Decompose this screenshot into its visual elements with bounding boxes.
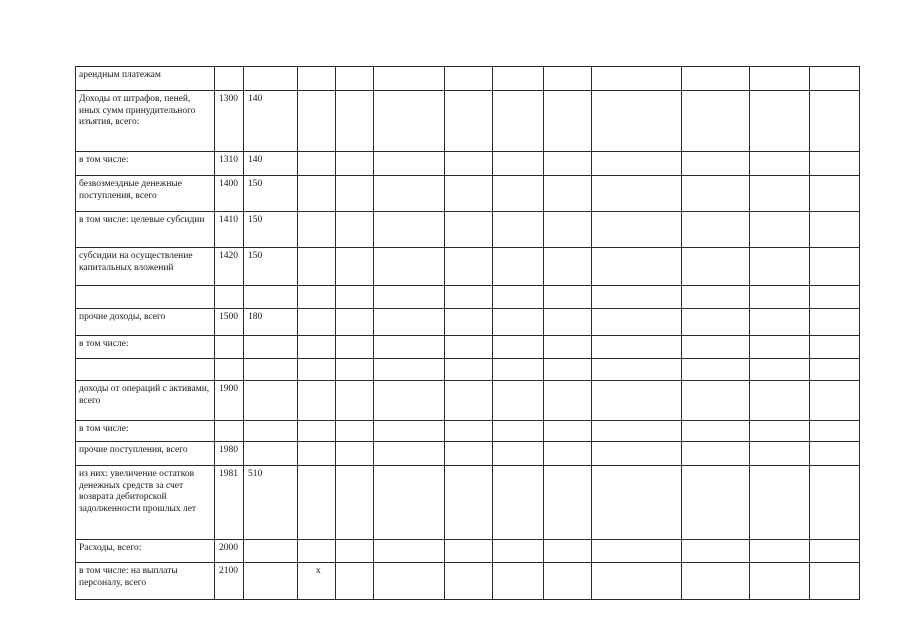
empty-value-cell (544, 91, 592, 152)
row-code-cell (215, 421, 244, 442)
empty-value-cell (445, 309, 493, 336)
row-name-cell: арендным платежам (76, 67, 215, 91)
row-name-cell: субсидии на осуществление капитальных вложений (76, 248, 215, 286)
empty-value-cell (592, 176, 682, 212)
row-mark-cell (298, 152, 336, 176)
empty-value-cell (336, 176, 374, 212)
empty-value-cell (810, 563, 860, 600)
empty-value-cell (810, 152, 860, 176)
table-row (76, 176, 860, 212)
empty-value-cell (592, 381, 682, 421)
row-mark-cell (298, 336, 336, 359)
empty-value-cell (750, 248, 810, 286)
table-row (76, 381, 860, 421)
empty-value-cell (750, 359, 810, 381)
empty-value-cell (445, 336, 493, 359)
empty-value-cell (336, 152, 374, 176)
empty-value-cell (374, 176, 445, 212)
row-name-cell: безвозмездные денежные поступления, всего (76, 176, 215, 212)
empty-value-cell (445, 286, 493, 309)
empty-value-cell (810, 248, 860, 286)
empty-value-cell (374, 212, 445, 248)
empty-value-cell (750, 152, 810, 176)
row-kosgu-cell (244, 540, 298, 563)
empty-value-cell (682, 212, 750, 248)
row-kosgu-cell: 180 (244, 309, 298, 336)
row-mark-cell (298, 359, 336, 381)
empty-value-cell (445, 212, 493, 248)
table-row (76, 286, 860, 309)
empty-value-cell (682, 563, 750, 600)
table-row (76, 152, 860, 176)
row-code-cell: 1420 (215, 248, 244, 286)
row-code-cell: 2000 (215, 540, 244, 563)
empty-value-cell (445, 152, 493, 176)
empty-value-cell (682, 442, 750, 466)
empty-value-cell (750, 540, 810, 563)
table-row (76, 421, 860, 442)
row-name-cell: прочие доходы, всего (76, 309, 215, 336)
empty-value-cell (374, 540, 445, 563)
empty-value-cell (592, 248, 682, 286)
empty-value-cell (374, 442, 445, 466)
row-kosgu-cell: 140 (244, 152, 298, 176)
empty-value-cell (810, 212, 860, 248)
row-mark-cell: x (298, 563, 336, 600)
empty-value-cell (592, 540, 682, 563)
row-kosgu-cell: 510 (244, 466, 298, 540)
table-row (76, 540, 860, 563)
row-mark-cell (298, 421, 336, 442)
empty-value-cell (592, 421, 682, 442)
empty-value-cell (493, 336, 544, 359)
row-kosgu-cell: 150 (244, 248, 298, 286)
empty-value-cell (682, 176, 750, 212)
empty-value-cell (374, 336, 445, 359)
empty-value-cell (810, 91, 860, 152)
empty-value-cell (810, 67, 860, 91)
row-mark-cell (298, 466, 336, 540)
empty-value-cell (544, 466, 592, 540)
empty-value-cell (336, 563, 374, 600)
empty-value-cell (810, 466, 860, 540)
empty-value-cell (544, 152, 592, 176)
row-kosgu-cell: 140 (244, 91, 298, 152)
empty-value-cell (592, 212, 682, 248)
row-code-cell: 1400 (215, 176, 244, 212)
empty-value-cell (682, 248, 750, 286)
empty-value-cell (544, 286, 592, 309)
empty-value-cell (592, 563, 682, 600)
row-code-cell: 1410 (215, 212, 244, 248)
row-name-cell: в том числе: (76, 336, 215, 359)
empty-value-cell (445, 421, 493, 442)
table-row (76, 442, 860, 466)
row-mark-cell (298, 248, 336, 286)
empty-value-cell (750, 91, 810, 152)
empty-value-cell (493, 67, 544, 91)
empty-value-cell (493, 152, 544, 176)
empty-value-cell (493, 212, 544, 248)
row-code-cell (215, 286, 244, 309)
empty-value-cell (810, 286, 860, 309)
empty-value-cell (374, 381, 445, 421)
empty-value-cell (750, 563, 810, 600)
row-mark-cell (298, 442, 336, 466)
empty-value-cell (493, 381, 544, 421)
table-row (76, 248, 860, 286)
row-kosgu-cell (244, 442, 298, 466)
row-name-cell: в том числе: целевые субсидии (76, 212, 215, 248)
empty-value-cell (493, 421, 544, 442)
row-name-cell: Доходы от штрафов, пеней, иных сумм принудительного изъятия, всего: (76, 91, 215, 152)
row-mark-cell (298, 309, 336, 336)
empty-value-cell (336, 540, 374, 563)
empty-value-cell (750, 466, 810, 540)
row-name-cell (76, 359, 215, 381)
empty-value-cell (682, 286, 750, 309)
row-name-cell: из них: увеличение остатков денежных средств за счет возврата дебиторской задолженности прошлых лет (76, 466, 215, 540)
row-code-cell (215, 67, 244, 91)
empty-value-cell (493, 176, 544, 212)
empty-value-cell (336, 421, 374, 442)
empty-value-cell (682, 466, 750, 540)
empty-value-cell (810, 381, 860, 421)
empty-value-cell (750, 381, 810, 421)
empty-value-cell (682, 336, 750, 359)
empty-value-cell (544, 563, 592, 600)
empty-value-cell (810, 176, 860, 212)
row-kosgu-cell (244, 67, 298, 91)
empty-value-cell (592, 286, 682, 309)
empty-value-cell (336, 442, 374, 466)
empty-value-cell (445, 540, 493, 563)
table-row (76, 212, 860, 248)
empty-value-cell (682, 91, 750, 152)
empty-value-cell (336, 286, 374, 309)
empty-value-cell (493, 466, 544, 540)
empty-value-cell (544, 381, 592, 421)
row-kosgu-cell (244, 381, 298, 421)
row-kosgu-cell (244, 563, 298, 600)
row-mark-cell (298, 381, 336, 421)
empty-value-cell (750, 421, 810, 442)
empty-value-cell (810, 421, 860, 442)
empty-value-cell (544, 421, 592, 442)
row-mark-cell (298, 176, 336, 212)
row-code-cell: 2100 (215, 563, 244, 600)
empty-value-cell (682, 540, 750, 563)
empty-value-cell (682, 381, 750, 421)
empty-value-cell (493, 286, 544, 309)
empty-value-cell (493, 540, 544, 563)
row-mark-cell (298, 286, 336, 309)
empty-value-cell (682, 152, 750, 176)
row-name-cell (76, 286, 215, 309)
empty-value-cell (374, 421, 445, 442)
row-code-cell (215, 336, 244, 359)
empty-value-cell (374, 286, 445, 309)
row-kosgu-cell (244, 359, 298, 381)
empty-value-cell (544, 442, 592, 466)
empty-value-cell (810, 359, 860, 381)
row-code-cell: 1500 (215, 309, 244, 336)
empty-value-cell (682, 309, 750, 336)
empty-value-cell (493, 91, 544, 152)
empty-value-cell (682, 359, 750, 381)
empty-value-cell (445, 442, 493, 466)
empty-value-cell (374, 563, 445, 600)
empty-value-cell (445, 91, 493, 152)
row-code-cell: 1981 (215, 466, 244, 540)
empty-value-cell (592, 91, 682, 152)
empty-value-cell (750, 212, 810, 248)
empty-value-cell (336, 336, 374, 359)
empty-value-cell (592, 309, 682, 336)
row-code-cell: 1300 (215, 91, 244, 152)
table-row (76, 91, 860, 152)
empty-value-cell (544, 212, 592, 248)
row-name-cell: прочие поступления, всего (76, 442, 215, 466)
empty-value-cell (336, 67, 374, 91)
row-mark-cell (298, 91, 336, 152)
empty-value-cell (493, 359, 544, 381)
financial-plan-table (75, 66, 860, 600)
empty-value-cell (445, 359, 493, 381)
empty-value-cell (336, 212, 374, 248)
empty-value-cell (374, 152, 445, 176)
empty-value-cell (544, 336, 592, 359)
empty-value-cell (750, 176, 810, 212)
empty-value-cell (374, 67, 445, 91)
empty-value-cell (544, 67, 592, 91)
row-kosgu-cell: 150 (244, 212, 298, 248)
row-name-cell: в том числе: (76, 152, 215, 176)
empty-value-cell (544, 359, 592, 381)
row-name-cell: в том числе: (76, 421, 215, 442)
empty-value-cell (592, 152, 682, 176)
row-name-cell: доходы от операций с активами, всего (76, 381, 215, 421)
empty-value-cell (750, 67, 810, 91)
empty-value-cell (810, 442, 860, 466)
empty-value-cell (336, 309, 374, 336)
empty-value-cell (336, 91, 374, 152)
row-mark-cell (298, 67, 336, 91)
row-kosgu-cell (244, 336, 298, 359)
empty-value-cell (336, 466, 374, 540)
row-kosgu-cell: 150 (244, 176, 298, 212)
empty-value-cell (592, 336, 682, 359)
row-code-cell: 1310 (215, 152, 244, 176)
empty-value-cell (374, 91, 445, 152)
empty-value-cell (592, 466, 682, 540)
row-name-cell: Расходы, всего: (76, 540, 215, 563)
empty-value-cell (592, 442, 682, 466)
empty-value-cell (336, 359, 374, 381)
empty-value-cell (544, 309, 592, 336)
empty-value-cell (750, 286, 810, 309)
empty-value-cell (750, 442, 810, 466)
table-row (76, 336, 860, 359)
empty-value-cell (445, 381, 493, 421)
empty-value-cell (336, 381, 374, 421)
row-mark-cell (298, 212, 336, 248)
table-row (76, 466, 860, 540)
empty-value-cell (493, 442, 544, 466)
row-code-cell: 1900 (215, 381, 244, 421)
table-row (76, 309, 860, 336)
empty-value-cell (544, 540, 592, 563)
empty-value-cell (445, 466, 493, 540)
empty-value-cell (374, 309, 445, 336)
empty-value-cell (682, 421, 750, 442)
empty-value-cell (445, 563, 493, 600)
table-row (76, 67, 860, 91)
empty-value-cell (374, 466, 445, 540)
row-code-cell (215, 359, 244, 381)
empty-value-cell (445, 176, 493, 212)
table-row (76, 359, 860, 381)
row-kosgu-cell (244, 286, 298, 309)
row-kosgu-cell (244, 421, 298, 442)
empty-value-cell (445, 67, 493, 91)
empty-value-cell (374, 248, 445, 286)
empty-value-cell (493, 248, 544, 286)
empty-value-cell (592, 67, 682, 91)
empty-value-cell (810, 309, 860, 336)
empty-value-cell (374, 359, 445, 381)
row-name-cell: в том числе: на выплаты персоналу, всего (76, 563, 215, 600)
empty-value-cell (750, 309, 810, 336)
row-mark-cell (298, 540, 336, 563)
empty-value-cell (810, 336, 860, 359)
empty-value-cell (544, 176, 592, 212)
empty-value-cell (750, 336, 810, 359)
table-row (76, 563, 860, 600)
empty-value-cell (544, 248, 592, 286)
empty-value-cell (592, 359, 682, 381)
empty-value-cell (682, 67, 750, 91)
empty-value-cell (493, 309, 544, 336)
empty-value-cell (810, 540, 860, 563)
empty-value-cell (493, 563, 544, 600)
row-code-cell: 1980 (215, 442, 244, 466)
empty-value-cell (445, 248, 493, 286)
empty-value-cell (336, 248, 374, 286)
